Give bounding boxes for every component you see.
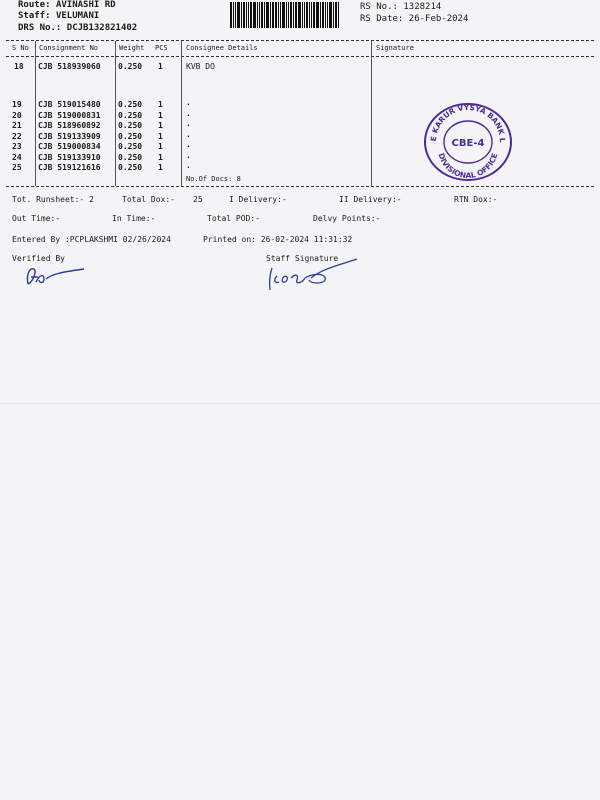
row-weight: 0.250 xyxy=(118,142,143,151)
row-consignment-no: CJB 519133910 xyxy=(38,153,101,162)
col-header-pcs: PCS xyxy=(155,44,168,52)
verified-by-label: Verified By xyxy=(12,254,65,263)
column-divider xyxy=(181,41,182,186)
stamp-center-text: CBE-4 xyxy=(451,138,485,149)
row-sno: 18 xyxy=(14,62,24,71)
barcode-bar xyxy=(302,2,303,28)
row-consignment-no: CJB 518960892 xyxy=(38,121,101,130)
total-pod: Total POD:- xyxy=(207,214,260,223)
barcode-bar xyxy=(288,2,289,28)
row-weight: 0.250 xyxy=(118,153,143,162)
barcode-bar xyxy=(270,2,271,28)
barcode-bar xyxy=(338,2,339,28)
barcode-bar xyxy=(272,2,274,28)
barcode-bar xyxy=(259,2,260,28)
no-of-docs: No.Of Docs: 8 xyxy=(186,175,241,183)
ii-delivery: II Delivery:- xyxy=(339,195,402,204)
barcode-bar xyxy=(316,2,319,28)
i-delivery: I Delivery:- xyxy=(229,195,287,204)
staff-label: Staff: xyxy=(18,11,51,21)
row-consignment-no: CJB 519000834 xyxy=(38,142,101,151)
rs-date-label: RS Date: xyxy=(360,14,404,24)
row-consignee: . xyxy=(186,98,191,107)
row-sno: 23 xyxy=(12,142,22,151)
row-consignee: . xyxy=(186,130,191,139)
drs-value: DCJB132821402 xyxy=(66,23,138,33)
row-sno: 19 xyxy=(12,100,22,109)
table-bottom-rule xyxy=(6,186,594,187)
row-consignment-no: CJB 519121616 xyxy=(38,163,101,172)
rs-date-value: 26-Feb-2024 xyxy=(408,14,469,24)
staff-line xyxy=(18,11,99,21)
row-weight: 0.250 xyxy=(118,62,143,71)
row-pcs: 1 xyxy=(158,163,163,172)
tot-runsheet: Tot. Runsheet:- 2 xyxy=(12,195,94,204)
row-sno: 25 xyxy=(12,163,22,172)
route-label: Route: xyxy=(18,0,51,10)
barcode-bar xyxy=(257,2,258,28)
column-divider xyxy=(371,41,372,186)
staff-signature-label: Staff Signature xyxy=(266,254,339,263)
barcode-bar xyxy=(264,2,265,28)
entered-by: Entered By :PCPLAKSHMI 02/26/2024 xyxy=(12,235,171,244)
drs-label: DRS No.: xyxy=(18,23,62,33)
barcode-bar xyxy=(327,2,328,28)
row-consignee: KVB DO xyxy=(186,62,215,71)
barcode-bar xyxy=(266,2,269,28)
column-divider xyxy=(115,41,116,186)
barcode-bar xyxy=(325,2,326,28)
barcode-bar xyxy=(306,2,308,28)
barcode-bar xyxy=(293,2,294,28)
row-weight: 0.250 xyxy=(118,100,143,109)
rs-no-label: RS No.: xyxy=(360,2,398,12)
row-weight: 0.250 xyxy=(118,163,143,172)
delvy-points: Delvy Points:- xyxy=(313,214,381,223)
row-pcs: 1 xyxy=(158,142,163,151)
in-time: In Time:- xyxy=(112,214,156,223)
row-sno: 24 xyxy=(12,153,22,162)
drs-line xyxy=(18,23,137,33)
barcode-bar xyxy=(335,2,337,28)
bank-stamp xyxy=(422,100,514,182)
staff-signature xyxy=(265,256,365,292)
row-consignee: . xyxy=(186,109,191,118)
barcode-bar xyxy=(333,2,334,28)
row-sno: 20 xyxy=(12,111,22,120)
rs-date-line xyxy=(360,14,468,24)
stamp-bottom-text: DIVISIONAL OFFICE xyxy=(436,152,500,181)
barcode-bar xyxy=(298,2,301,28)
barcode-bar xyxy=(329,2,332,28)
stamp-top-text: E KARUR VYSYA BANK L xyxy=(428,102,508,142)
barcode-bar xyxy=(320,2,321,28)
col-header-weight: Weight xyxy=(119,44,145,52)
barcode-bar xyxy=(250,2,252,28)
paper-fold xyxy=(0,403,600,405)
staff-value: VELUMANI xyxy=(55,11,100,21)
row-pcs: 1 xyxy=(158,111,163,120)
col-header-sno: S No xyxy=(12,44,29,52)
barcode-bar xyxy=(235,2,236,28)
row-consignee: . xyxy=(186,161,191,170)
table-top-rule xyxy=(6,40,594,41)
row-sno: 21 xyxy=(12,121,22,130)
barcode-bar xyxy=(275,2,277,28)
barcode-bar xyxy=(295,2,297,28)
row-weight: 0.250 xyxy=(118,111,143,120)
row-consignment-no: CJB 519133909 xyxy=(38,132,101,141)
barcode-bar xyxy=(241,2,242,28)
table-header-rule xyxy=(6,56,594,57)
column-divider xyxy=(35,41,36,186)
row-pcs: 1 xyxy=(158,132,163,141)
printed-on: Printed on: 26-02-2024 11:31:32 xyxy=(203,235,353,244)
row-pcs: 1 xyxy=(158,121,163,130)
barcode-bar xyxy=(313,2,315,28)
barcode-bar xyxy=(248,2,249,28)
out-time: Out Time:- xyxy=(12,214,61,223)
row-weight: 0.250 xyxy=(118,121,143,130)
barcode-bar xyxy=(322,2,324,28)
row-pcs: 1 xyxy=(158,100,163,109)
col-header-signature: Signature xyxy=(376,44,414,52)
verified-by-signature xyxy=(22,262,92,290)
col-header-consignee: Consignee Details xyxy=(186,44,258,52)
rs-no-value: 1328214 xyxy=(403,2,442,12)
barcode-bar xyxy=(290,2,292,28)
barcode-bar xyxy=(261,2,263,28)
row-pcs: 1 xyxy=(158,153,163,162)
barcode-bar xyxy=(304,2,305,28)
barcode-bar xyxy=(230,2,232,28)
row-pcs: 1 xyxy=(158,62,163,71)
row-sno: 22 xyxy=(12,132,22,141)
row-consignment-no: CJB 519015480 xyxy=(38,100,101,109)
rtn-dox: RTN Dox:- xyxy=(454,195,498,204)
row-consignment-no: CJB 519000831 xyxy=(38,111,101,120)
barcode-bar xyxy=(286,2,287,28)
barcode-bar xyxy=(246,2,247,28)
barcode-bar xyxy=(233,2,234,28)
barcode-bar xyxy=(309,2,310,28)
row-consignment-no: CJB 518939060 xyxy=(38,62,101,71)
route-value: AVINASHI RD xyxy=(55,0,116,10)
row-weight: 0.250 xyxy=(118,132,143,141)
barcode-image xyxy=(230,2,350,28)
barcode-bar xyxy=(311,2,312,28)
total-dox-value: 25 xyxy=(193,195,203,204)
rs-no-line xyxy=(360,2,441,12)
barcode-bar xyxy=(253,2,256,28)
barcode-bar xyxy=(243,2,245,28)
route-line xyxy=(18,0,116,10)
barcode-bar xyxy=(237,2,240,28)
barcode-bar xyxy=(282,2,285,28)
total-dox-label: Total Dox:- xyxy=(122,195,175,204)
col-header-consignment: Consignment No xyxy=(39,44,99,52)
row-consignee: . xyxy=(186,140,191,149)
barcode-bar xyxy=(278,2,279,28)
row-consignee: . xyxy=(186,119,191,128)
row-consignee: . xyxy=(186,151,191,160)
barcode-bar xyxy=(280,2,281,28)
